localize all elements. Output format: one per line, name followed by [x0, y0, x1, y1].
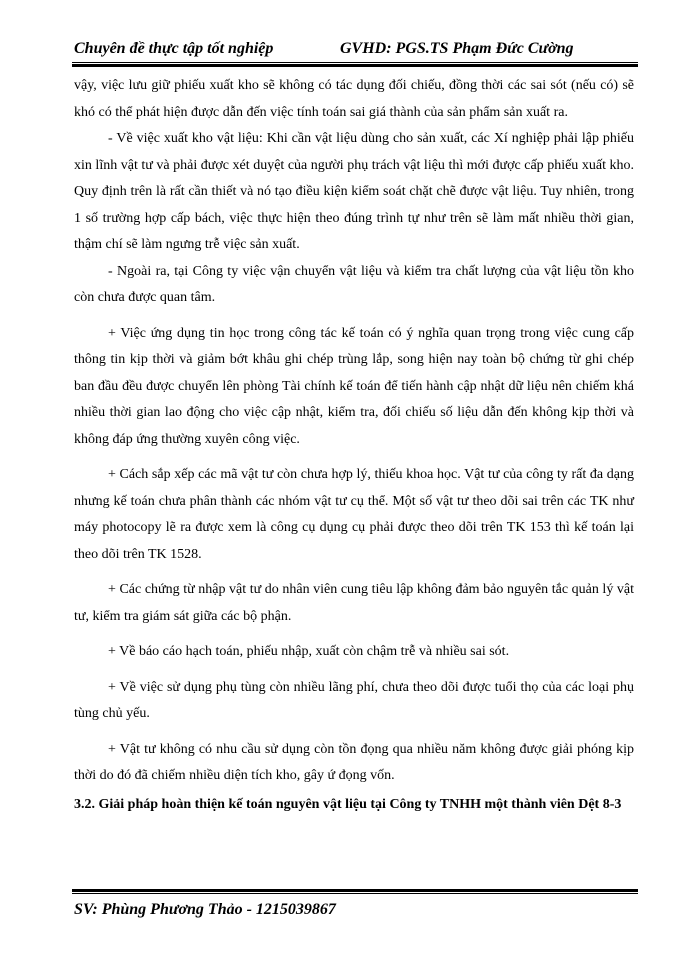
paragraph-it-application: + Việc ứng dụng tin học trong công tác kế toán có ý nghĩa quan trọng trong việc cung cấp thông tin kịp thời và giảm bớt khâu ghi chép trùng lắp, song hiện nay toàn bộ chứng từ ghi chép ban đầu đều được chuyển lên phòng Tài chính kế toán để tiến hành cập nhật dữ liệu nên chiếm khá nhiều thời gian lao động cho việc cập nhật, kiểm tra, đối chiếu số liệu dẫn đến không kịp thời và không đáp ứng thường xuyên công việc.: [74, 325, 634, 447]
paragraph-spare-parts: + Về việc sử dụng phụ tùng còn nhiều lãng phí, chưa theo dõi được tuổi thọ của các loại phụ tùng chủ yếu.: [74, 679, 634, 721]
paragraph-receipt-documents: + Các chứng từ nhập vật tư do nhân viên cung tiêu lập không đảm bảo nguyên tắc quản lý vật tư, kiểm tra giám sát giữa các bộ phận.: [74, 582, 634, 624]
header-divider: [72, 62, 638, 67]
paragraph-transport-quality: - Ngoài ra, tại Công ty việc vận chuyển vật liệu và kiểm tra chất lượng của vật liệu tồn kho còn chưa được quan tâm.: [74, 263, 634, 305]
paragraph-warehouse-issue: - Về việc xuất kho vật liệu: Khi cần vật liệu dùng cho sản xuất, các Xí nghiệp phải lập phiếu xin lĩnh vật tư và phải được xét duyệt của người phụ trách vật liệu thì mới được cấp phiếu xuất kho. Quy định trên là rất cần thiết và nó tạo điều kiện kiểm soát chặt chẽ được vật liệu. Tuy nhiên, trong 1 số trường hợp cấp bách, việc thực hiện theo đúng trình tự như trên sẽ làm mất nhiều thời gian, thậm chí sẽ làm ngưng trễ việc sản xuất.: [74, 131, 634, 252]
header-document-title: Chuyên đề thực tập tốt nghiệp: [74, 40, 274, 57]
section-heading: 3.2. Giải pháp hoàn thiện kế toán nguyên vật liệu tại Công ty TNHH một thành viên Dệt 8-3: [74, 796, 622, 812]
document-body: [74, 73, 634, 818]
header-supervisor: GVHD: PGS.TS Phạm Đức Cường: [340, 40, 574, 57]
paragraph-continuation: vậy, việc lưu giữ phiếu xuất kho sẽ không có tác dụng đối chiếu, đồng thời các sai sót (nếu có) sẽ khó có thể phát hiện được dẫn đến việc tính toán sai giá thành của sản phẩm sản xuất ra.: [74, 78, 634, 120]
footer-divider: [72, 889, 638, 894]
paragraph-unused-materials: + Vật tư không có nhu cầu sử dụng còn tồn đọng qua nhiều năm không được giải phóng kịp thời do đó đã chiếm nhiều diện tích kho, gây ứ đọng vốn.: [74, 741, 634, 783]
paragraph-reports: + Về báo cáo hạch toán, phiếu nhập, xuất còn chậm trễ và nhiều sai sót.: [108, 644, 510, 659]
page-footer: SV: Phùng Phương Thảo - 1215039867: [74, 901, 336, 918]
paragraph-material-codes: + Cách sắp xếp các mã vật tư còn chưa hợp lý, thiếu khoa học. Vật tư của công ty rất đa dạng nhưng kế toán chưa phân thành các nhóm vật tư cụ thể. Một số vật tư theo dõi sai trên các TK như máy photocopy lẽ ra được xem là công cụ dụng cụ phải được theo dõi trên TK 153 thì kế toán lại theo dõi trên TK 1528.: [74, 467, 634, 562]
